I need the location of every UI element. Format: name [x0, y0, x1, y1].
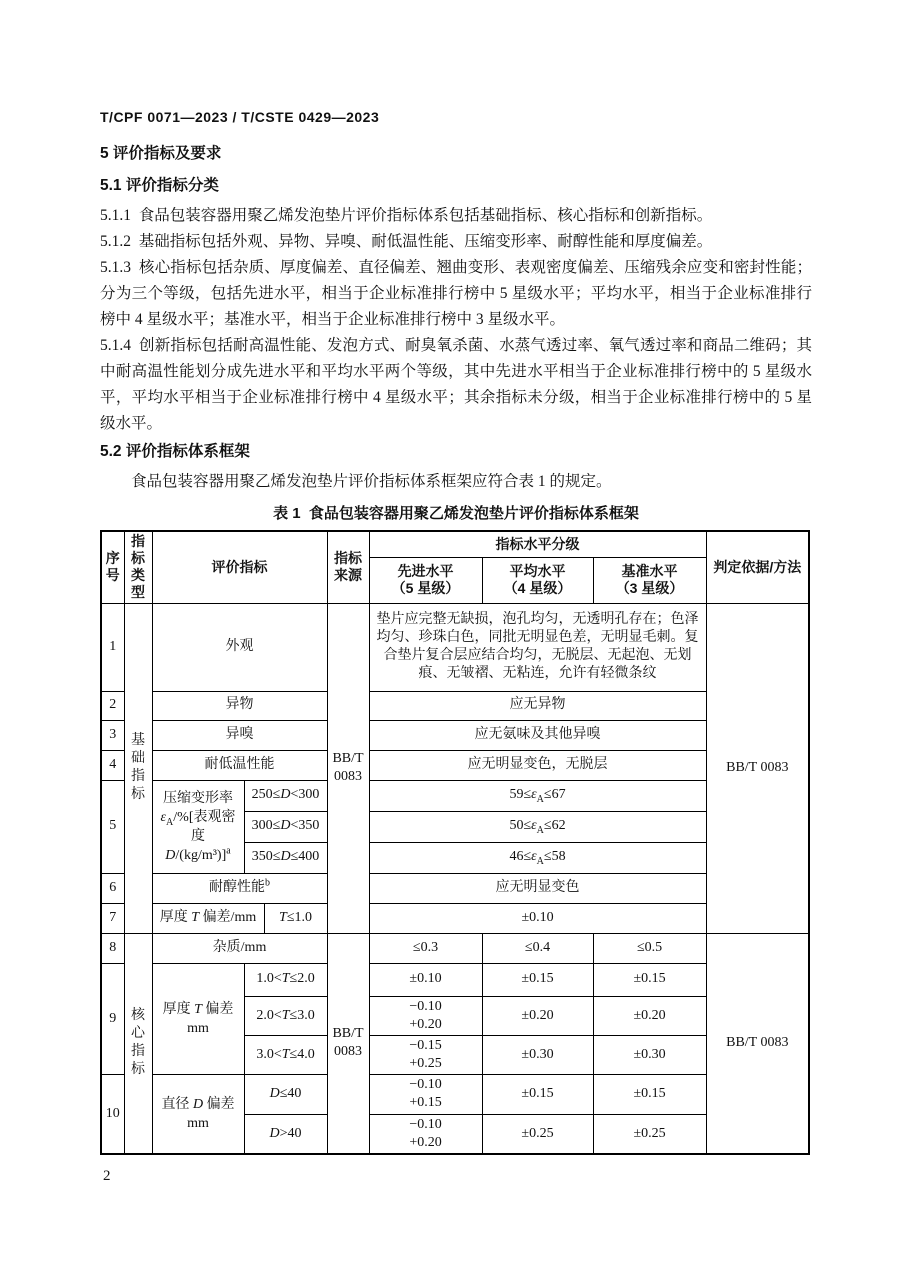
- cell-seq: 2: [101, 691, 124, 720]
- cell-indicator: 杂质/mm: [152, 933, 327, 963]
- cell-level-baseline: ±0.30: [593, 1035, 706, 1074]
- cell-indicator: 耐醇性能$^b$: [152, 873, 327, 903]
- cell-seq: 3: [101, 720, 124, 750]
- clause-5-1-4: 5.1.4 创新指标包括耐高温性能、发泡方式、耐臭氧杀菌、水蒸气透过率、氧气透过率和商品二维码；其中耐高温性能划分成先进水平和平均水平两个等级，其中先进水平相当于企业标准排行榜中的 5 星级水平，平均水平相当于企业标准排行榜中 4 星级水平；其余指标未分级，相当于企业标准排行榜中的 5 星级水平。: [100, 337, 812, 432]
- cell-level-advanced: ≤0.3: [369, 933, 482, 963]
- cell-level-advanced: −0.10 +0.15: [369, 1075, 482, 1114]
- cell-seq: 6: [101, 873, 124, 903]
- cell-indicator: 厚度 T 偏差/mm: [152, 903, 264, 933]
- cell-requirement: 应无异物: [369, 691, 706, 720]
- header-judge: 判定依据/方法: [706, 531, 809, 603]
- indicator-line: $\varepsilon_A/\%$[表观密度: [160, 809, 236, 844]
- indicator-line: 直径 D 偏差: [161, 1097, 235, 1113]
- cell-category-core: 核心指标: [124, 933, 152, 1154]
- heading-5-2: 5.2 评价指标体系框架: [100, 443, 250, 460]
- cell-indicator: 异嗅: [152, 720, 327, 750]
- cell-indicator: [152, 780, 244, 873]
- cell-level-average: ±0.25: [482, 1114, 593, 1154]
- table-row: [101, 933, 809, 963]
- clause-5-1-2: 5.1.2 基础指标包括外观、异物、异嗅、耐低温性能、压缩变形率、耐醇性能和厚度偏差。: [100, 233, 713, 250]
- cell-requirement: $59\le\varepsilon_A\le 67$: [369, 780, 706, 811]
- cell-requirement: $50\le\varepsilon_A\le 62$: [369, 811, 706, 842]
- cell-seq: 5: [101, 780, 124, 873]
- cell-level-advanced: −0.10 +0.20: [369, 1114, 482, 1154]
- cell-seq: 10: [101, 1075, 124, 1154]
- cell-condition: 1.0<T≤2.0: [244, 963, 327, 996]
- cell-level-baseline: ±0.20: [593, 996, 706, 1035]
- cell-requirement: 应无氨味及其他异嗅: [369, 720, 706, 750]
- header-source: 指标来源: [327, 531, 369, 603]
- table-row: [101, 720, 809, 750]
- cell-indicator: 异物: [152, 691, 327, 720]
- header-level-baseline-label: 基准水平: [621, 563, 678, 579]
- header-level-baseline-star: （3 星级）: [615, 580, 684, 596]
- cell-condition: 300≤D<350: [244, 811, 327, 842]
- header-grading: 指标水平分级: [369, 531, 706, 557]
- cell-seq: 4: [101, 750, 124, 780]
- header-level-average-label: 平均水平: [509, 563, 566, 579]
- header-level-baseline: [593, 557, 706, 603]
- cell-seq: 8: [101, 933, 124, 963]
- heading-5: 5 评价指标及要求: [100, 145, 222, 162]
- table-row: [101, 691, 809, 720]
- heading-5-1: 5.1 评价指标分类: [100, 177, 219, 194]
- cell-source-core: BB/T 0083: [327, 933, 369, 1154]
- header-indicator: 评价指标: [152, 531, 327, 603]
- cell-seq: 1: [101, 603, 124, 691]
- cell-requirement: 垫片应完整无缺损，泡孔均匀，无透明孔存在；色泽均匀、珍珠白色，同批无明显色差，无明显毛刺。复合垫片复合层应结合均匀，无脱层、无起泡、无划痕、无皱褶、无粘连，允许有轻微条纹: [369, 603, 706, 691]
- cell-level-baseline: ±0.15: [593, 963, 706, 996]
- standard-number: T/CPF 0071—2023 / T/CSTE 0429—2023: [100, 109, 380, 125]
- cell-seq: 9: [101, 963, 124, 1075]
- clause-5-2: 食品包装容器用聚乙烯发泡垫片评价指标体系框架应符合表 1 的规定。: [131, 473, 612, 490]
- table-row: [101, 903, 809, 933]
- cell-requirement: $46\le\varepsilon_A\le 58$: [369, 842, 706, 873]
- indicator-line: 厚度 T 偏差: [162, 1001, 234, 1017]
- cell-indicator: [152, 1075, 244, 1154]
- cell-indicator: [152, 963, 244, 1075]
- cell-condition: 3.0<T≤4.0: [244, 1035, 327, 1074]
- page-content: [100, 108, 812, 1155]
- cell-condition: T≤1.0: [264, 903, 327, 933]
- cell-condition: 2.0<T≤3.0: [244, 996, 327, 1035]
- indicator-unit: mm: [187, 1020, 209, 1036]
- cell-requirement: 应无明显变色，无脱层: [369, 750, 706, 780]
- indicator-line: 压缩变形率: [163, 790, 233, 806]
- cell-level-average: ±0.20: [482, 996, 593, 1035]
- header-level-advanced-label: 先进水平: [397, 563, 454, 579]
- table-row: [101, 603, 809, 691]
- cell-condition: 250≤D<300: [244, 780, 327, 811]
- cell-level-average: ±0.30: [482, 1035, 593, 1074]
- cell-indicator: 外观: [152, 603, 327, 691]
- table-row: [101, 750, 809, 780]
- header-level-advanced-star: （5 星级）: [391, 580, 460, 596]
- cell-level-advanced: ±0.10: [369, 963, 482, 996]
- cell-level-average: ≤0.4: [482, 933, 593, 963]
- indicator-line: D/(kg/m³)]$^a$: [165, 844, 231, 863]
- cell-source-basic: BB/T 0083: [327, 603, 369, 933]
- cell-level-baseline: ≤0.5: [593, 933, 706, 963]
- cell-level-baseline: ±0.15: [593, 1075, 706, 1114]
- cell-condition: D≤40: [244, 1075, 327, 1114]
- header-level-average-star: （4 星级）: [503, 580, 572, 596]
- header-seq: 序号: [101, 531, 124, 603]
- table-row: [101, 1075, 809, 1114]
- cell-level-average: ±0.15: [482, 1075, 593, 1114]
- table-row: [101, 873, 809, 903]
- cell-requirement: 应无明显变色: [369, 873, 706, 903]
- clause-5-1-1: 5.1.1 食品包装容器用聚乙烯发泡垫片评价指标体系包括基础指标、核心指标和创新指标。: [100, 207, 713, 224]
- cell-indicator: 耐低温性能: [152, 750, 327, 780]
- cell-judge-basic: BB/T 0083: [706, 603, 809, 933]
- cell-level-average: ±0.15: [482, 963, 593, 996]
- table-title: 表 1 食品包装容器用聚乙烯发泡垫片评价指标体系框架: [273, 505, 639, 522]
- cell-condition: D>40: [244, 1114, 327, 1154]
- table-header-row: [101, 531, 809, 557]
- cell-level-advanced: −0.10 +0.20: [369, 996, 482, 1035]
- clause-5-1-3: 5.1.3 核心指标包括杂质、厚度偏差、直径偏差、翘曲变形、表观密度偏差、压缩残余应变和密封性能；分为三个等级，包括先进水平，相当于企业标准排行榜中 5 星级水平；平均水平，相当于企业标准排行榜中 4 星级水平；基准水平，相当于企业标准排行榜中 3 星级水平。: [100, 259, 812, 328]
- header-level-average: [482, 557, 593, 603]
- cell-level-baseline: ±0.25: [593, 1114, 706, 1154]
- cell-requirement: ±0.10: [369, 903, 706, 933]
- page-number: 2: [103, 1168, 111, 1184]
- header-type: 指标类型: [124, 531, 152, 603]
- table-row: [101, 780, 809, 811]
- indicator-framework-table: [100, 530, 810, 1155]
- cell-judge-core: BB/T 0083: [706, 933, 809, 1154]
- cell-condition: 350≤D≤400: [244, 842, 327, 873]
- cell-level-advanced: −0.15 +0.25: [369, 1035, 482, 1074]
- cell-seq: 7: [101, 903, 124, 933]
- indicator-unit: mm: [187, 1116, 209, 1132]
- cell-category-basic: 基础指标: [124, 603, 152, 933]
- table-row: [101, 963, 809, 996]
- header-level-advanced: [369, 557, 482, 603]
